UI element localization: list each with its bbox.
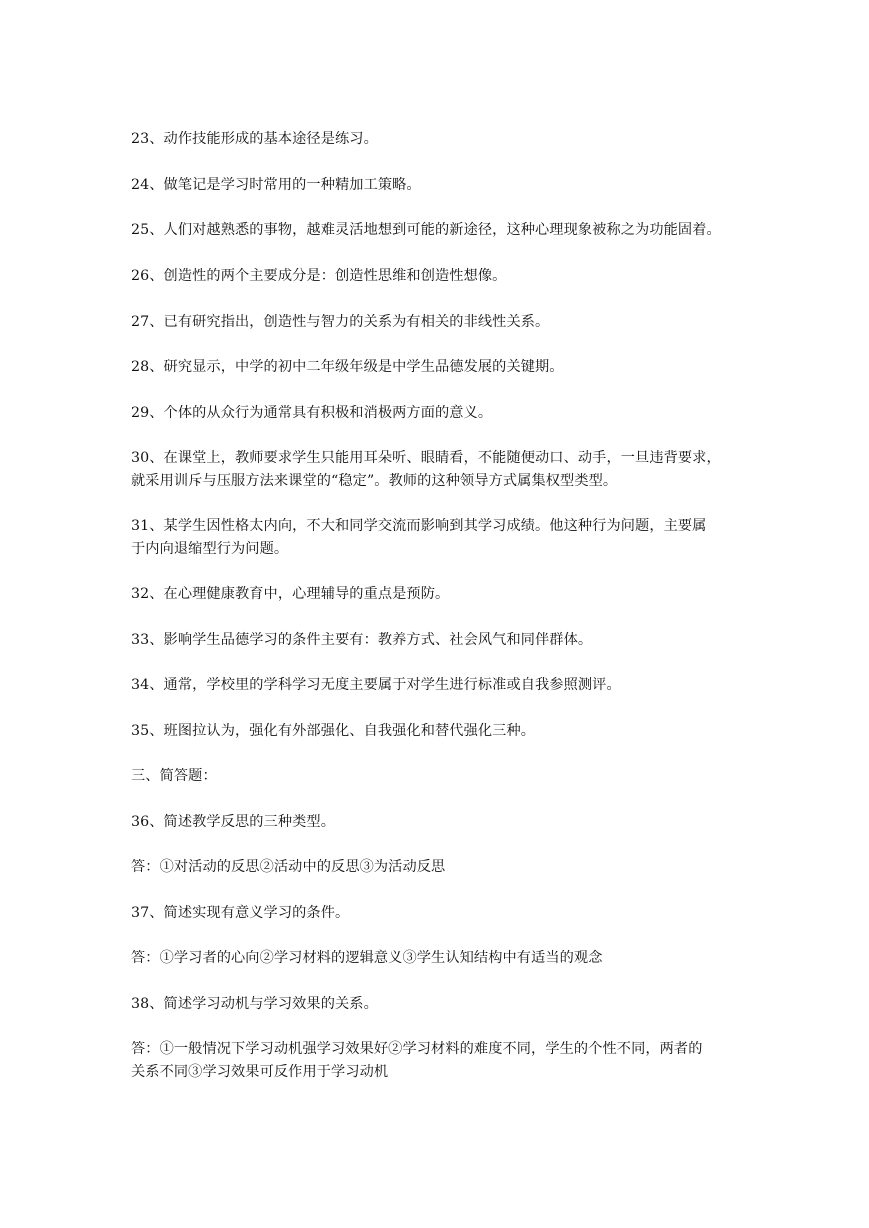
- question-37: 37、简述实现有意义学习的条件。: [131, 905, 350, 921]
- item-24: 24、做笔记是学习时常用的一种精加工策略。: [131, 177, 421, 193]
- item-28: 28、研究显示，中学的初中二年级年级是中学生品德发展的关键期。: [131, 359, 564, 375]
- item-30-line-2: 就采用训斥与压服方法来课堂的“稳定”。教师的这种领导方式属集权型类型。: [131, 473, 618, 489]
- answer-38-line-1: 答：①一般情况下学习动机强学习效果好②学习材料的难度不同，学生的个性不同，两者的: [131, 1041, 703, 1057]
- section-heading: 三、简答题：: [131, 768, 217, 784]
- item-31-line-2: 于内向退缩型行为问题。: [131, 541, 289, 557]
- item-32: 32、在心理健康教育中，心理辅导的重点是预防。: [131, 586, 450, 602]
- answer-36: 答：①对活动的反思②活动中的反思③为活动反思: [131, 859, 446, 875]
- item-34: 34、通常，学校里的学科学习无度主要属于对学生进行标准或自我参照测评。: [131, 677, 621, 693]
- item-27: 27、已有研究指出，创造性与智力的关系为有相关的非线性关系。: [131, 314, 550, 330]
- answer-38-line-2: 关系不同③学习效果可反作用于学习动机: [131, 1064, 389, 1080]
- item-29: 29、个体的从众行为通常具有积极和消极两方面的意义。: [131, 405, 493, 421]
- item-26: 26、创造性的两个主要成分是：创造性思维和创造性想像。: [131, 268, 507, 284]
- question-38: 38、简述学习动机与学习效果的关系。: [131, 996, 378, 1012]
- question-36: 36、简述教学反思的三种类型。: [131, 814, 335, 830]
- answer-37: 答：①学习者的心向②学习材料的逻辑意义③学生认知结构中有适当的观念: [131, 950, 603, 966]
- item-30-line-1: 30、在课堂上，教师要求学生只能用耳朵听、眼睛看，不能随便动口、动手，一旦违背要求，: [131, 450, 721, 466]
- item-23: 23、动作技能形成的基本途径是练习。: [131, 131, 378, 147]
- item-35: 35、班图拉认为，强化有外部强化、自我强化和替代强化三种。: [131, 723, 536, 739]
- item-25: 25、人们对越熟悉的事物，越难灵活地想到可能的新途径，这种心理现象被称之为功能固着。: [131, 222, 721, 238]
- item-31-line-1: 31、某学生因性格太内向，不大和同学交流而影响到其学习成绩。他这种行为问题，主要属: [131, 518, 707, 534]
- item-33: 33、影响学生品德学习的条件主要有：教养方式、社会风气和同伴群体。: [131, 632, 593, 648]
